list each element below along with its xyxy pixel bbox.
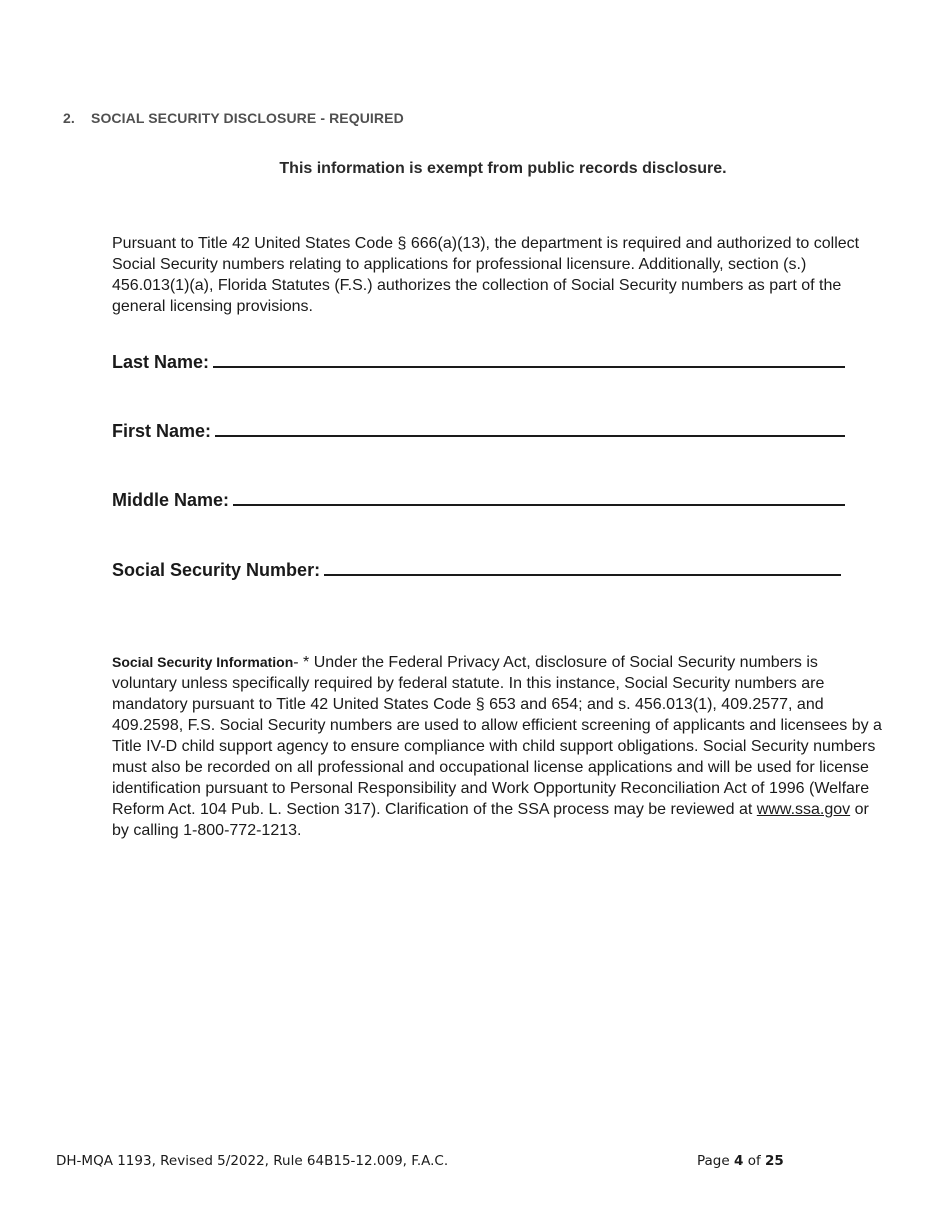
exempt-notice: This information is exempt from public records disclosure. — [279, 160, 727, 177]
page-label: Page — [697, 1153, 730, 1169]
ssn-line[interactable] — [324, 560, 841, 576]
section-title: SOCIAL SECURITY DISCLOSURE - REQUIRED — [91, 110, 404, 126]
section-heading — [63, 110, 404, 126]
ssn-information-paragraph — [112, 652, 882, 841]
ssn-information-body: Under the Federal Privacy Act, disclosure of Social Security numbers is voluntary unless specifically required by federal statute. In this instance, Social Security numbers are mandatory pursuant to Title 42 United States Code § 653 and 654; and s. 456.013(1), 409.2577, and 409.2598, F.S. Social Security numbers are used to allow efficient screening of applicants and licensees by a Title IV-D child support agency to ensure compliance with child support obligations. Social Security numbers must also be recorded on all professional and occupational license applications and will be used for license identification pursuant to Personal Responsibility and Work Opportunity Reconciliation Act of 1996 (Welfare Reform Act. 104 Pub. L. Section 317). Clarification of the SSA process may be reviewed at — [112, 654, 882, 818]
middle-name-line[interactable] — [233, 490, 845, 506]
ssn-information-tail: or by calling 1-800-772-1213. — [112, 801, 869, 839]
first-name-line[interactable] — [215, 421, 845, 437]
first-name-field[interactable] — [112, 421, 845, 442]
ssn-information-lead: Social Security Information — [112, 654, 294, 670]
middle-name-field[interactable] — [112, 490, 845, 511]
last-name-field[interactable] — [112, 352, 845, 373]
ssn-field[interactable] — [112, 560, 841, 581]
section-number: 2. — [63, 110, 75, 126]
last-name-label: Last Name: — [112, 352, 210, 372]
intro-paragraph: Pursuant to Title 42 United States Code § 666(a)(13), the department is required and authorized to collect Social Security numbers relating to applications for professional licensure. Additionally, section (s.) 456.013(1)(a), Florida Statutes (F.S.) authorizes the collection of Social Security numbers as part of the general licensing provisions. — [112, 235, 860, 315]
ssn-information-separator: - * — [293, 654, 314, 671]
last-name-line[interactable] — [213, 352, 845, 368]
page-of: of — [747, 1153, 761, 1169]
middle-name-label: Middle Name: — [112, 490, 230, 510]
page-total: 25 — [765, 1153, 784, 1169]
form-identifier: DH-MQA 1193, Revised 5/2022, Rule 64B15-12.009, F.A.C. — [56, 1153, 449, 1169]
page-number — [697, 1153, 784, 1169]
ssa-link[interactable]: www.ssa.gov — [756, 801, 851, 818]
page-current: 4 — [733, 1153, 744, 1169]
ssn-label: Social Security Number: — [112, 560, 321, 580]
first-name-label: First Name: — [112, 421, 212, 441]
